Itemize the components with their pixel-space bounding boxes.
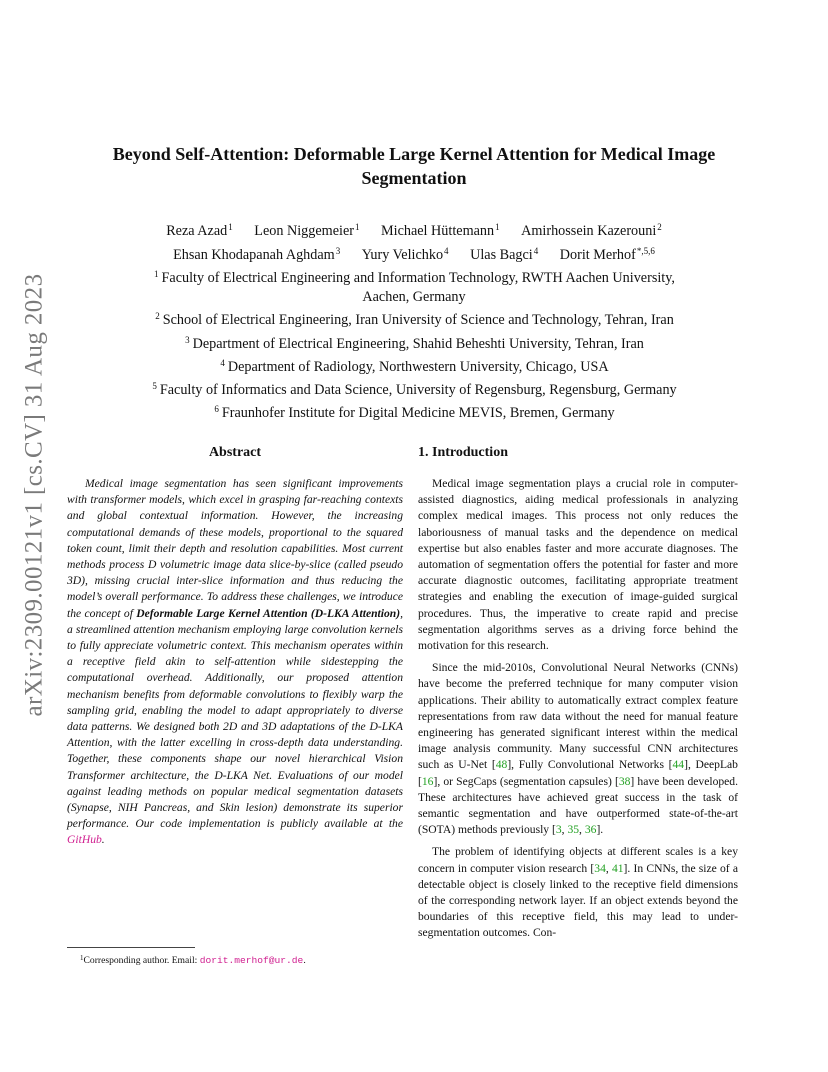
citation-link[interactable]: 3 [555, 823, 562, 837]
abstract-text: Medical image segmentation has seen significant improvements with transformer models, which excel in grasping far-reaching contexts and global contextual information. However, the increasing computational demands of these models, proportional to the squared token count, limit their depth and resolution capabilities. Most current methods process D volumetric image data slice-by-slice (called pseudo 3D), missing crucial inter-slice information and thus reducing the model’s overall performance. To address these challenges, we introduce the concept of Deformable Large Kernel Attention (D-LKA Attention), a streamlined attention mechanism employing large convolution kernels to fully appreciate volumetric context. This mechanism operates within a receptive field akin to self-attention while sidestepping the computational overhead. Additionally, our proposed attention mechanism benefits from deformable convolutions to flexibly warp the sampling grid, enabling the model to adapt appropriately to diverse data patterns. We designed both 2D and 3D adaptations of the D-LKA Attention, with the latter excelling in cross-depth data understanding. Together, these components shape our novel hierarchical Vision Transformer architecture, the D-LKA Net. Evaluations of our model against leading methods on popular medical segmentation datasets (Synapse, NIH Pancreas, and Skin lesion) demonstrate its superior performance. Our code implementation is publicly available at the GitHub. [67, 477, 403, 847]
github-link[interactable]: GitHub [67, 833, 102, 847]
citation-link[interactable]: 36 [584, 823, 597, 837]
affiliation-2: $^2$ School of Electrical Engineering, Iran University of Science and Technology, Tehran, Iran [155, 311, 674, 329]
abstract-column [67, 444, 403, 849]
affiliation-5: $^5$ Faculty of Informatics and Data Science, University of Regensburg, Regensburg, Germany [152, 381, 677, 399]
intro-paragraph-3: The problem of identifying objects at different scales is a key concern in computer vision research [34, 41]. In CNNs, the size of a detectable object is closely linked to the receptive field dimensions of the corresponding network layer. If an object extends beyond the boundaries of this receptive field, this may lead to under-segmentation outcomes. Con- [418, 845, 738, 940]
arxiv-watermark [14, 273, 54, 717]
author: Amirhossein Kazerouni$^2$ [521, 222, 662, 239]
affiliation-3: $^3$ Department of Electrical Engineering, Shahid Beheshti University, Tehran, Iran [185, 334, 644, 352]
affiliation-6: $^6$ Fraunhofer Institute for Digital Medicine MEVIS, Bremen, Germany [214, 404, 615, 422]
footnote: $^1$Corresponding author. Email: dorit.merhof@ur.de. [80, 954, 306, 966]
affiliation-4: $^4$ Department of Radiology, Northwestern University, Chicago, USA [220, 357, 609, 375]
paper-title [60, 142, 768, 190]
citation-link[interactable]: 38 [618, 774, 631, 788]
abstract-heading: Abstract [208, 445, 262, 460]
citation-link[interactable]: 34 [594, 861, 606, 875]
title-line-2: Segmentation [361, 168, 467, 188]
author: Dorit Merhof$^{*,5,6}$ [559, 245, 655, 263]
email-link[interactable]: dorit.merhof@ur.de [199, 955, 304, 966]
citation-link[interactable]: 44 [672, 758, 685, 772]
authors-row-2 [90, 242, 738, 266]
author: Yury Velichko$^4$ [361, 245, 449, 263]
citation-link[interactable]: 41 [611, 861, 624, 875]
introduction-heading: 1. Introduction [418, 445, 508, 460]
authors-row-1 [90, 218, 738, 242]
author-block [90, 218, 738, 423]
author: Ulas Bagci$^4$ [470, 245, 539, 263]
citation-link[interactable]: 48 [495, 758, 508, 772]
affiliation-1: $^1$ Faculty of Electrical Engineering and Information Technology, RWTH Aachen University, Aachen, Germany [154, 269, 675, 306]
arxiv-watermark-text: arXiv:2309.00121v1 [cs.CV] 31 Aug 2023 [20, 273, 48, 717]
author: Reza Azad$^1$ [166, 222, 233, 239]
intro-paragraph-2: Since the mid-2010s, Convolutional Neural Networks (CNNs) have become the preferred technique for many computer vision applications. Their ability to automatically extract complex feature representations from raw data without the need for manual feature engineering has generated significant interest within the medical image analysis community. Many successful CNN architectures such as U-Net [48], Fully Convolutional Networks [44], DeepLab [16], or SegCaps (segmentation capsules) [38] have been developed. These architectures have achieved great success in the task of semantic segmentation and have outperformed state-of-the-art (SOTA) methods previously [3, 35, 36]. [418, 661, 738, 837]
citation-link[interactable]: 35 [567, 823, 580, 837]
footnote-rule [67, 947, 195, 948]
author: Michael Hüttemann$^1$ [381, 222, 500, 239]
introduction-column [418, 444, 738, 948]
author: Ehsan Khodapanah Aghdam$^3$ [173, 245, 341, 263]
intro-paragraph-1: Medical image segmentation plays a crucial role in computer-assisted diagnostics, aiding medical professionals in analyzing complex medical images. This process not only reduces the laboriousness of manual tasks and the dependence on medical expertise but also enables faster and more accurate diagnoses. The automation of segmentation offers the potential for faster and more accurate diagnostic outcomes, facilitating appropriate treatment strategies and enabling the execution of image-guided surgical procedures. Thus, the imperative to create rapid and precise segmentation algorithms serves as a driving force behind the motivation for this research. [418, 477, 738, 653]
author: Leon Niggemeier$^1$ [254, 222, 360, 239]
title-line-1: Beyond Self-Attention: Deformable Large Kernel Attention for Medical Image [112, 144, 716, 164]
citation-link[interactable]: 16 [421, 774, 434, 788]
